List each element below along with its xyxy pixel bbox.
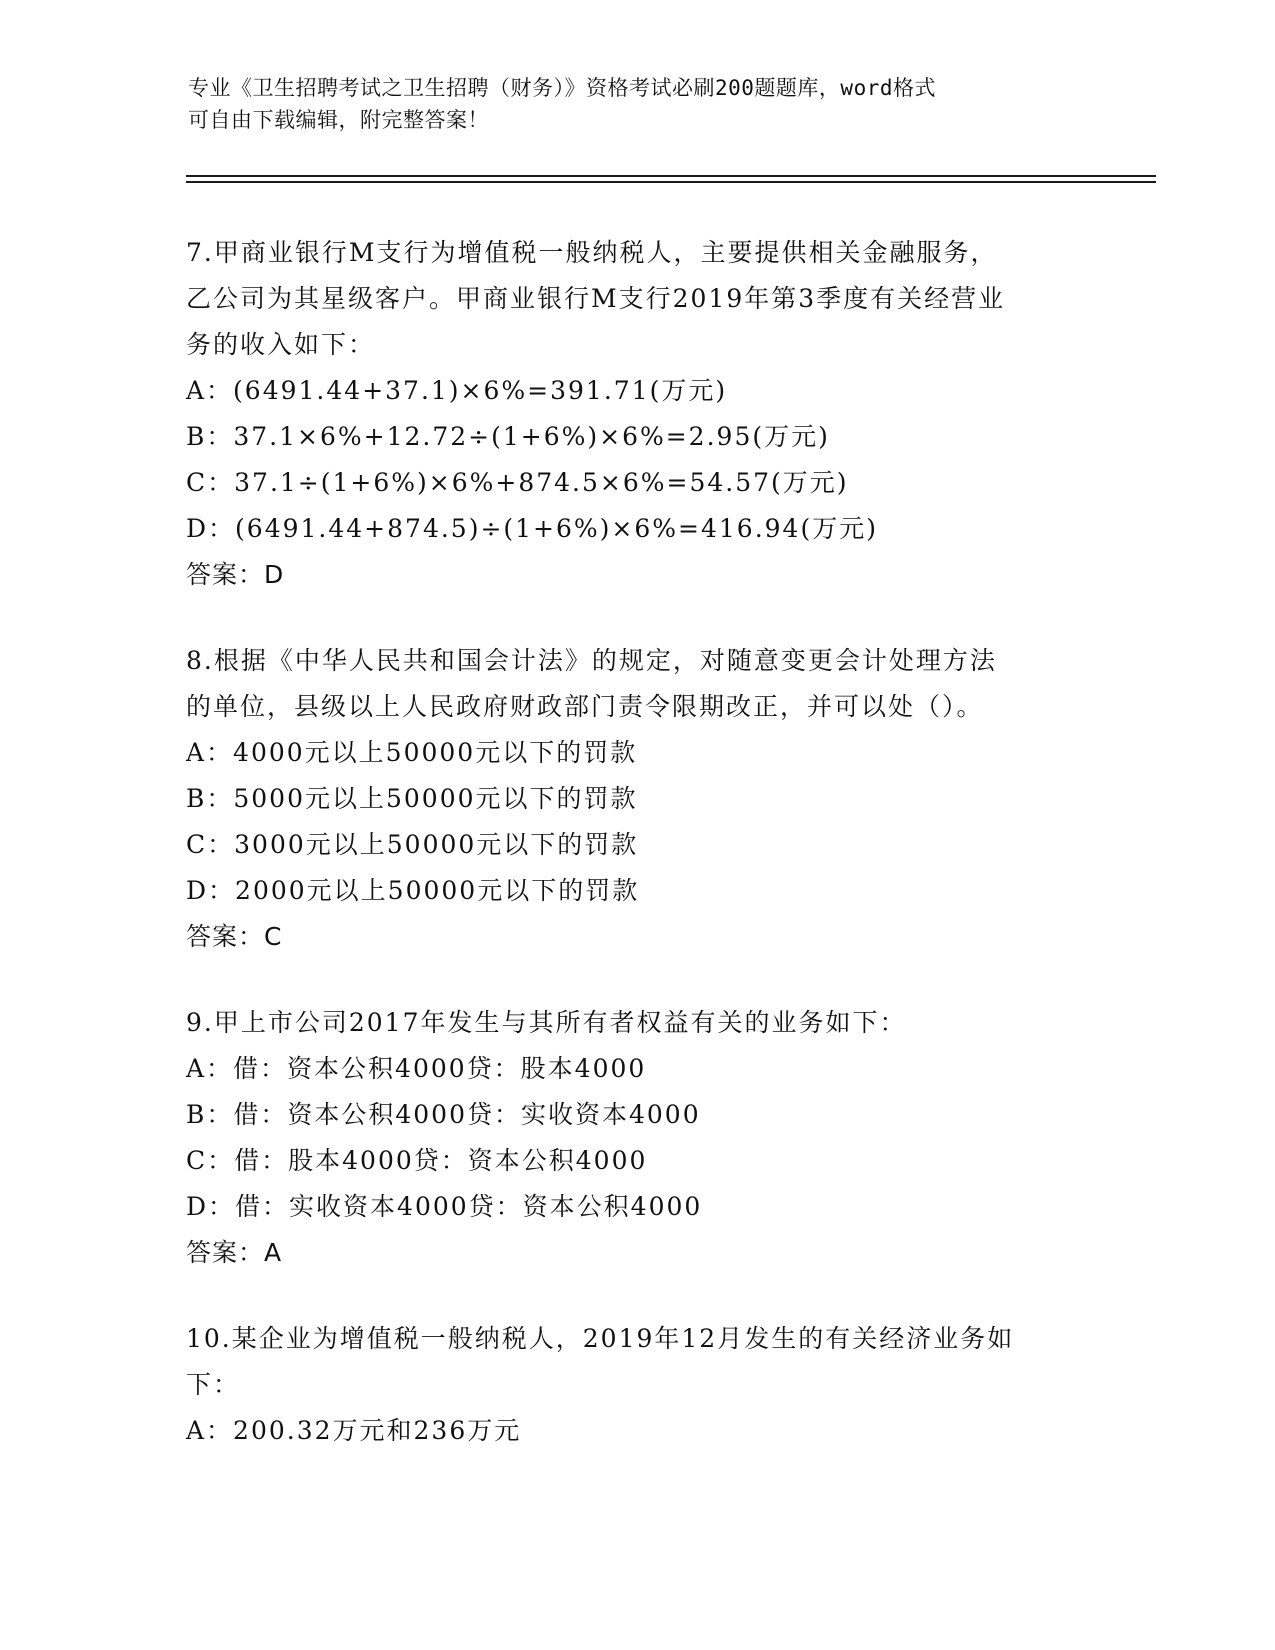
answer: 答案：D (186, 560, 285, 589)
header-divider-top (186, 175, 1156, 177)
option-b: B：5000元以上50000元以下的罚款 (186, 784, 638, 813)
option-a: A：(6491.44+37.1)×6%=391.71(万元) (186, 376, 728, 405)
document-header (188, 72, 1088, 136)
question-text: 7.甲商业银行M支行为增值税一般纳税人，主要提供相关金融服务， (186, 238, 998, 267)
question-list (186, 230, 1086, 1494)
option-c: C：3000元以上50000元以下的罚款 (186, 830, 639, 859)
option-d: D：2000元以上50000元以下的罚款 (186, 876, 640, 905)
question-text: 乙公司为其星级客户。甲商业银行M支行2019年第3季度有关经营业 (186, 284, 1006, 313)
question-text: 下： (186, 1370, 241, 1399)
question-8 (186, 638, 1086, 960)
option-b: B：37.1×6%+12.72÷(1+6%)×6%=2.95(万元) (186, 422, 830, 451)
option-c: C：37.1÷(1+6%)×6%+874.5×6%=54.57(万元) (186, 468, 849, 497)
option-a: A：200.32万元和236万元 (186, 1416, 522, 1445)
option-b: B：借：资本公积4000贷：实收资本4000 (186, 1100, 701, 1129)
question-text: 务的收入如下： (186, 330, 376, 359)
option-d: D：借：实收资本4000贷：资本公积4000 (186, 1192, 703, 1221)
question-text: 的单位，县级以上人民政府财政部门责令限期改正，并可以处（）。 (186, 692, 984, 721)
header-divider-bottom (186, 181, 1156, 183)
option-c: C：借：股本4000贷：资本公积4000 (186, 1146, 648, 1175)
option-a: A：4000元以上50000元以下的罚款 (186, 738, 638, 767)
option-a: A：借：资本公积4000贷：股本4000 (186, 1054, 647, 1083)
question-10 (186, 1316, 1086, 1454)
question-7 (186, 230, 1086, 598)
answer: 答案：C (186, 922, 283, 951)
answer: 答案：A (186, 1238, 283, 1267)
header-line: 专业《卫生招聘考试之卫生招聘（财务）》资格考试必刷200题题库，word格式 (188, 76, 936, 100)
header-line: 可自由下载编辑，附完整答案！ (188, 108, 489, 132)
question-9 (186, 1000, 1086, 1276)
question-text: 10.某企业为增值税一般纳税人，2019年12月发生的有关经济业务如 (186, 1324, 1015, 1353)
question-text: 9.甲上市公司2017年发生与其所有者权益有关的业务如下： (186, 1008, 907, 1037)
question-text: 8.根据《中华人民共和国会计法》的规定，对随意变更会计处理方法 (186, 646, 997, 675)
option-d: D：(6491.44+874.5)÷(1+6%)×6%=416.94(万元) (186, 514, 878, 543)
